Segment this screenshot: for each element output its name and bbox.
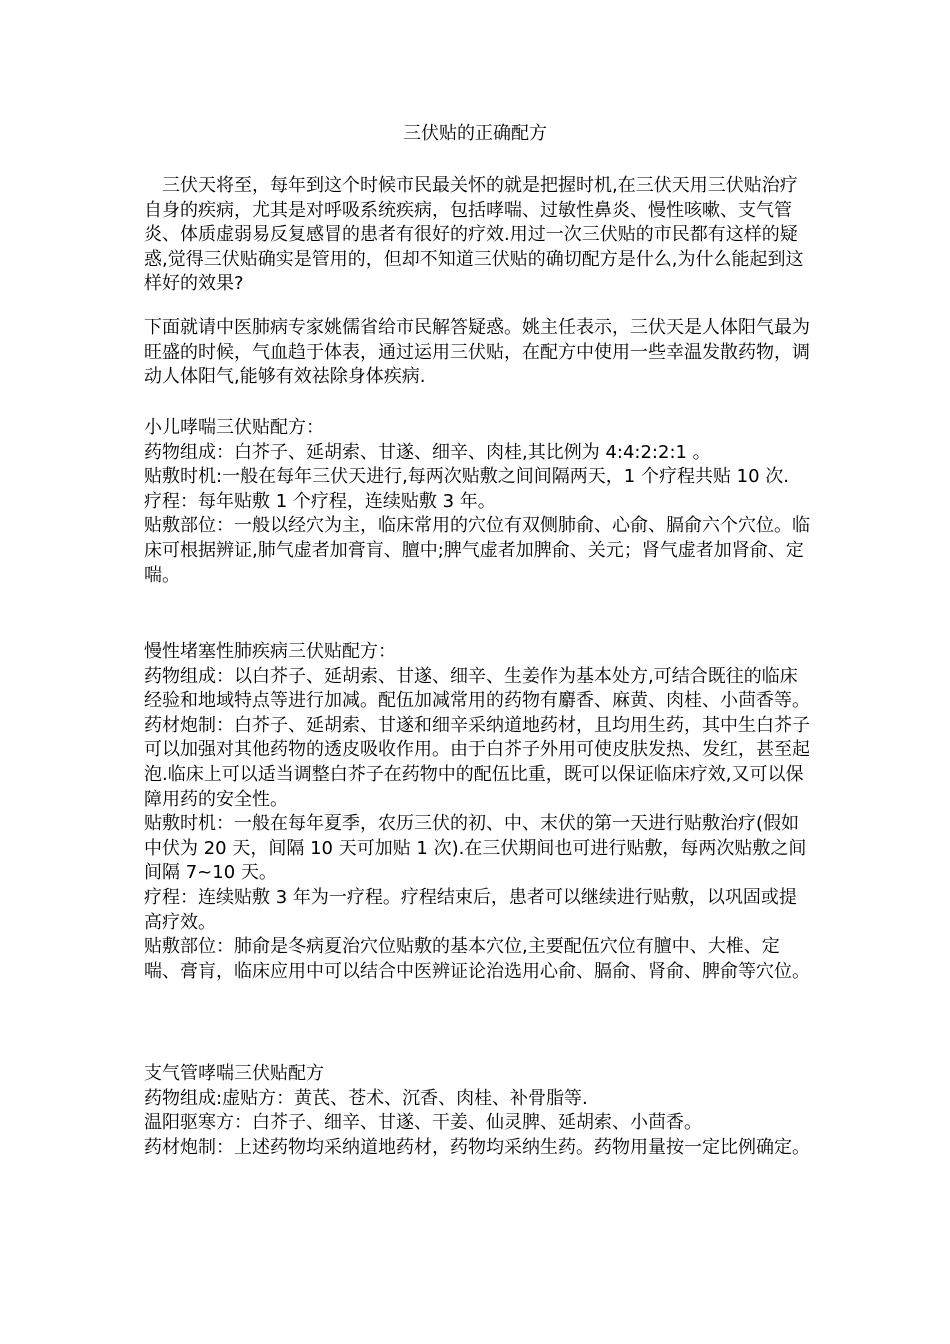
section-heading: 支气管哮喘三伏贴配方 <box>144 1063 324 1084</box>
intro-paragraph-1 <box>144 174 810 297</box>
section-line: 药物组成：以白芥子、延胡索、甘遂、细辛、生姜作为基本处方,可结合既往的临床经验和地域特点等进行加减。配伍加减常用的药物有麝香、麻黄、肉桂、小茴香等。 <box>144 665 810 712</box>
section-child-asthma <box>144 416 810 588</box>
section-copd <box>144 640 810 984</box>
section-line: 疗程：连续贴敷 3 年为一疗程。疗程结束后，患者可以继续进行贴敷，以巩固或提高疗效。 <box>144 886 797 933</box>
section-bronchial-asthma <box>144 1062 810 1160</box>
section-line: 疗程：每年贴敷 1 个疗程，连续贴敷 3 年。 <box>144 490 496 512</box>
section-line: 贴敷部位：肺俞是冬病夏治穴位贴敷的基本穴位,主要配伍穴位有膻中、大椎、定喘、膏肓，临床应用中可以结合中医辨证论治选用心俞、膈俞、肾俞、脾俞等穴位。 <box>144 936 810 982</box>
section-line: 温阳驱寒方：白芥子、细辛、甘遂、干姜、仙灵脾、延胡索、小茴香。 <box>144 1112 702 1134</box>
section-heading: 小儿哮喘三伏贴配方： <box>144 417 324 438</box>
section-line: 药物组成：白芥子、延胡索、甘遂、细辛、肉桂,其比例为 4:4:2:2:1 。 <box>144 441 711 463</box>
section-line: 药材炮制：上述药物均采纳道地药材，药物均采纳生药。药物用量按一定比例确定。 <box>144 1136 810 1158</box>
section-heading: 慢性堵塞性肺疾病三伏贴配方： <box>144 641 396 662</box>
section-line: 药材炮制：白芥子、延胡索、甘遂和细辛采纳道地药材，且均用生药，其中生白芥子可以加强对其他药物的透皮吸收作用。由于白芥子外用可使皮肤发热、发红，甚至起泡.临床上可以适当调整白芥子在药物中的配伍比重，既可以保证临床疗效,又可以保障用药的安全性。 <box>144 714 810 810</box>
intro-paragraph-2-text: 下面就请中医肺病专家姚儒省给市民解答疑惑。姚主任表示，三伏天是人体阳气最为旺盛的时候，气血趋于体表，通过运用三伏贴，在配方中使用一些幸温发散药物，调动人体阳气,能够有效祛除身体疾病. <box>144 317 810 388</box>
section-line: 贴敷时机：一般在每年夏季，农历三伏的初、中、末伏的第一天进行贴敷治疗(假如中伏为 20 天，间隔 10 天可加贴 1 次).在三伏期间也可进行贴敷，每两次贴敷之间间隔 7~10 天。 <box>144 813 807 884</box>
section-line: 贴敷时机:一般在每年三伏天进行,每两次贴敷之间间隔两天，1 个疗程共贴 10 次. <box>144 466 790 488</box>
document-title: 三伏贴的正确配方 <box>403 123 547 144</box>
section-line: 药物组成:虚贴方：黄芪、苍术、沉香、肉桂、补骨脂等. <box>144 1087 588 1109</box>
intro-paragraph-2 <box>144 316 810 390</box>
section-line: 贴敷部位：一般以经穴为主，临床常用的穴位有双侧肺俞、心俞、膈俞六个穴位。临床可根据辨证,肺气虚者加膏肓、膻中;脾气虚者加脾俞、关元；肾气虚者加肾俞、定喘。 <box>144 515 810 586</box>
intro-paragraph-1-text: 三伏天将至，每年到这个时候市民最关怀的就是把握时机,在三伏天用三伏贴治疗自身的疾病，尤其是对呼吸系统疾病，包括哮喘、过敏性鼻炎、慢性咳嗽、支气管炎、体质虚弱易反复感冒的患者有很好的疗效.用过一次三伏贴的市民都有这样的疑惑,觉得三伏贴确实是管用的，但却不知道三伏贴的确切配方是什么,为什么能起到这样好的效果? <box>144 175 804 295</box>
